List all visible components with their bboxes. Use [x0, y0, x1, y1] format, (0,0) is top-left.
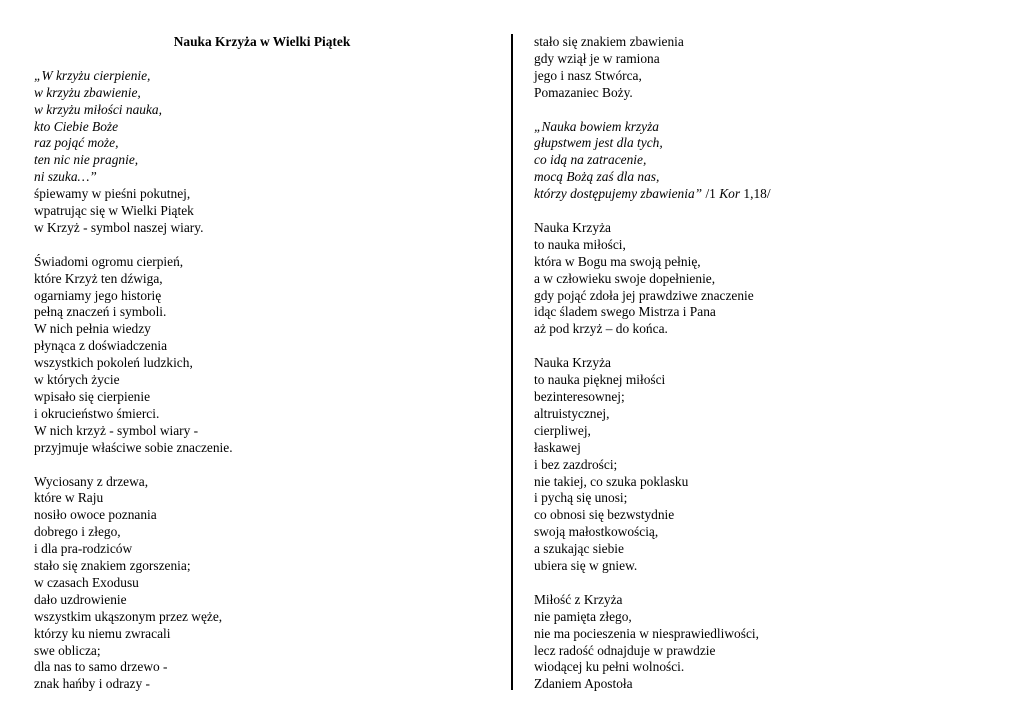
line-segment: którzy dostępujemy zbawienia” — [534, 186, 703, 202]
poem-line: które Krzyż ten dźwiga, — [34, 270, 163, 286]
poem-line: w krzyżu miłości nauka, — [34, 101, 162, 117]
poem-line: łaskawej — [534, 439, 581, 455]
poem-line: swoją małostkowością, — [534, 524, 659, 540]
column-divider — [511, 34, 513, 690]
poem-line: co idą na zatracenie, — [534, 152, 647, 168]
poem-line: nie pamięta złego, — [534, 608, 632, 624]
poem-line: Zdaniem Apostoła — [534, 676, 633, 692]
poem-line: która w Bogu ma swoją pełnię, — [534, 253, 701, 269]
poem-line: Nauka Krzyża — [534, 355, 611, 371]
stanza — [534, 220, 1004, 338]
poem-line: stało się znakiem zbawienia — [534, 34, 684, 49]
poem-line: swe oblicza; — [34, 642, 101, 658]
poem-line: i pychą się unosi; — [534, 490, 628, 506]
poem-line: W nich pełnia wiedzy — [34, 321, 151, 337]
stanza — [534, 355, 1004, 575]
poem-line: wpisało się cierpienie — [34, 389, 151, 404]
poem-line: w krzyżu zbawienie, — [34, 84, 141, 100]
left-column — [34, 34, 494, 693]
title-spacer — [34, 51, 494, 68]
poem-line: W nich krzyż - symbol wiary - — [34, 422, 199, 438]
poem-line: idąc śladem swego Mistrza i Pana — [534, 304, 716, 320]
right-column — [534, 34, 1004, 693]
poem-line: wiodącej ku pełni wolności. — [534, 659, 685, 675]
stanza — [34, 474, 494, 694]
poem-line: pełną znaczeń i symboli. — [34, 304, 167, 320]
poem-line: dało uzdrowienie — [34, 591, 127, 607]
poem-line: co obnosi się bezwstydnie — [534, 507, 675, 523]
poem-line: wpatrując się w Wielki Piątek — [34, 203, 194, 219]
poem-line: przyjmuje właściwe sobie znaczenie. — [34, 439, 233, 455]
left-stanzas — [34, 68, 494, 694]
poem-line: ogarniamy jego historię — [34, 287, 162, 303]
poem-line: w Krzyż - symbol naszej wiary. — [34, 219, 204, 235]
poem-line: bezinteresownej; — [534, 388, 625, 404]
poem-line: aż pod krzyż – do końca. — [534, 321, 668, 337]
poem-line: nosiło owoce poznania — [34, 507, 157, 523]
poem-line: stało się znakiem zgorszenia; — [34, 558, 191, 574]
poem-line: wszystkich pokoleń ludzkich, — [34, 355, 193, 371]
poem-line — [534, 186, 1004, 203]
poem-line: głupstwem jest dla tych, — [534, 135, 663, 151]
stanza — [34, 254, 494, 457]
poem-line: jego i nasz Stwórca, — [534, 67, 642, 83]
poem-line: to nauka miłości, — [534, 236, 626, 252]
poem-line: „W krzyżu cierpienie, — [34, 67, 151, 83]
poem-line: Wyciosany z drzewa, — [34, 473, 149, 489]
page-title: Nauka Krzyża w Wielki Piątek — [173, 34, 351, 49]
poem-line: Nauka Krzyża — [534, 219, 611, 235]
line-segment: /1 — [702, 186, 720, 202]
poem-line: dla nas to samo drzewo - — [34, 659, 168, 675]
stanza — [534, 119, 1004, 204]
poem-line: i dla pra-rodziców — [34, 541, 133, 557]
poem-line: ten nic nie pragnie, — [34, 152, 139, 168]
poem-line: śpiewamy w pieśni pokutnej, — [34, 186, 191, 202]
poem-line: Miłość z Krzyża — [534, 591, 623, 607]
line-segment: 1,18/ — [740, 186, 771, 202]
stanza — [34, 68, 494, 237]
poem-line: „Nauka bowiem krzyża — [534, 118, 659, 134]
poem-line: dobrego i złego, — [34, 524, 121, 540]
poem-line: Pomazaniec Boży. — [534, 84, 633, 100]
poem-line: mocą Bożą zaś dla nas, — [534, 169, 660, 185]
poem-line: Świadomi ogromu cierpień, — [34, 253, 184, 269]
poem-line: lecz radość odnajduje w prawdzie — [534, 642, 716, 658]
poem-line: ubiera się w gniew. — [534, 558, 638, 574]
stanza — [534, 34, 1004, 102]
poem-line: ni szuka…” — [34, 169, 97, 185]
poem-line: a w człowieku swoje dopełnienie, — [534, 270, 716, 286]
poem-line: wszystkim ukąszonym przez węże, — [34, 608, 223, 624]
right-stanzas — [534, 34, 1004, 693]
poem-line: które w Raju — [34, 490, 104, 506]
poem-line: to nauka pięknej miłości — [534, 372, 666, 388]
poem-line: którzy ku niemu zwracali — [34, 625, 171, 641]
poem-line: gdy wziął je w ramiona — [534, 50, 660, 66]
stanza — [534, 592, 1004, 693]
poem-line: i bez zazdrości; — [534, 456, 618, 472]
poem-line: raz pojąć może, — [34, 135, 119, 151]
poem-line: i okrucieństwo śmierci. — [34, 405, 160, 421]
poem-line: w czasach Exodusu — [34, 574, 139, 590]
poem-line: w których życie — [34, 372, 120, 388]
poem-line: płynąca z doświadczenia — [34, 338, 168, 354]
poem-line: nie ma pocieszenia w niesprawiedliwości, — [534, 625, 759, 641]
poem-line: altruistycznej, — [534, 405, 610, 421]
poem-line: znak hańby i odrazy - — [34, 676, 151, 692]
poem-line: cierpliwej, — [534, 422, 591, 438]
poem-line: a szukając siebie — [534, 541, 624, 557]
line-segment: Kor — [719, 186, 741, 202]
poem-line: gdy pojąć zdoła jej prawdziwe znaczenie — [534, 287, 754, 303]
poem-line: nie takiej, co szuka poklasku — [534, 473, 689, 489]
poem-line: kto Ciebie Boże — [34, 118, 119, 134]
